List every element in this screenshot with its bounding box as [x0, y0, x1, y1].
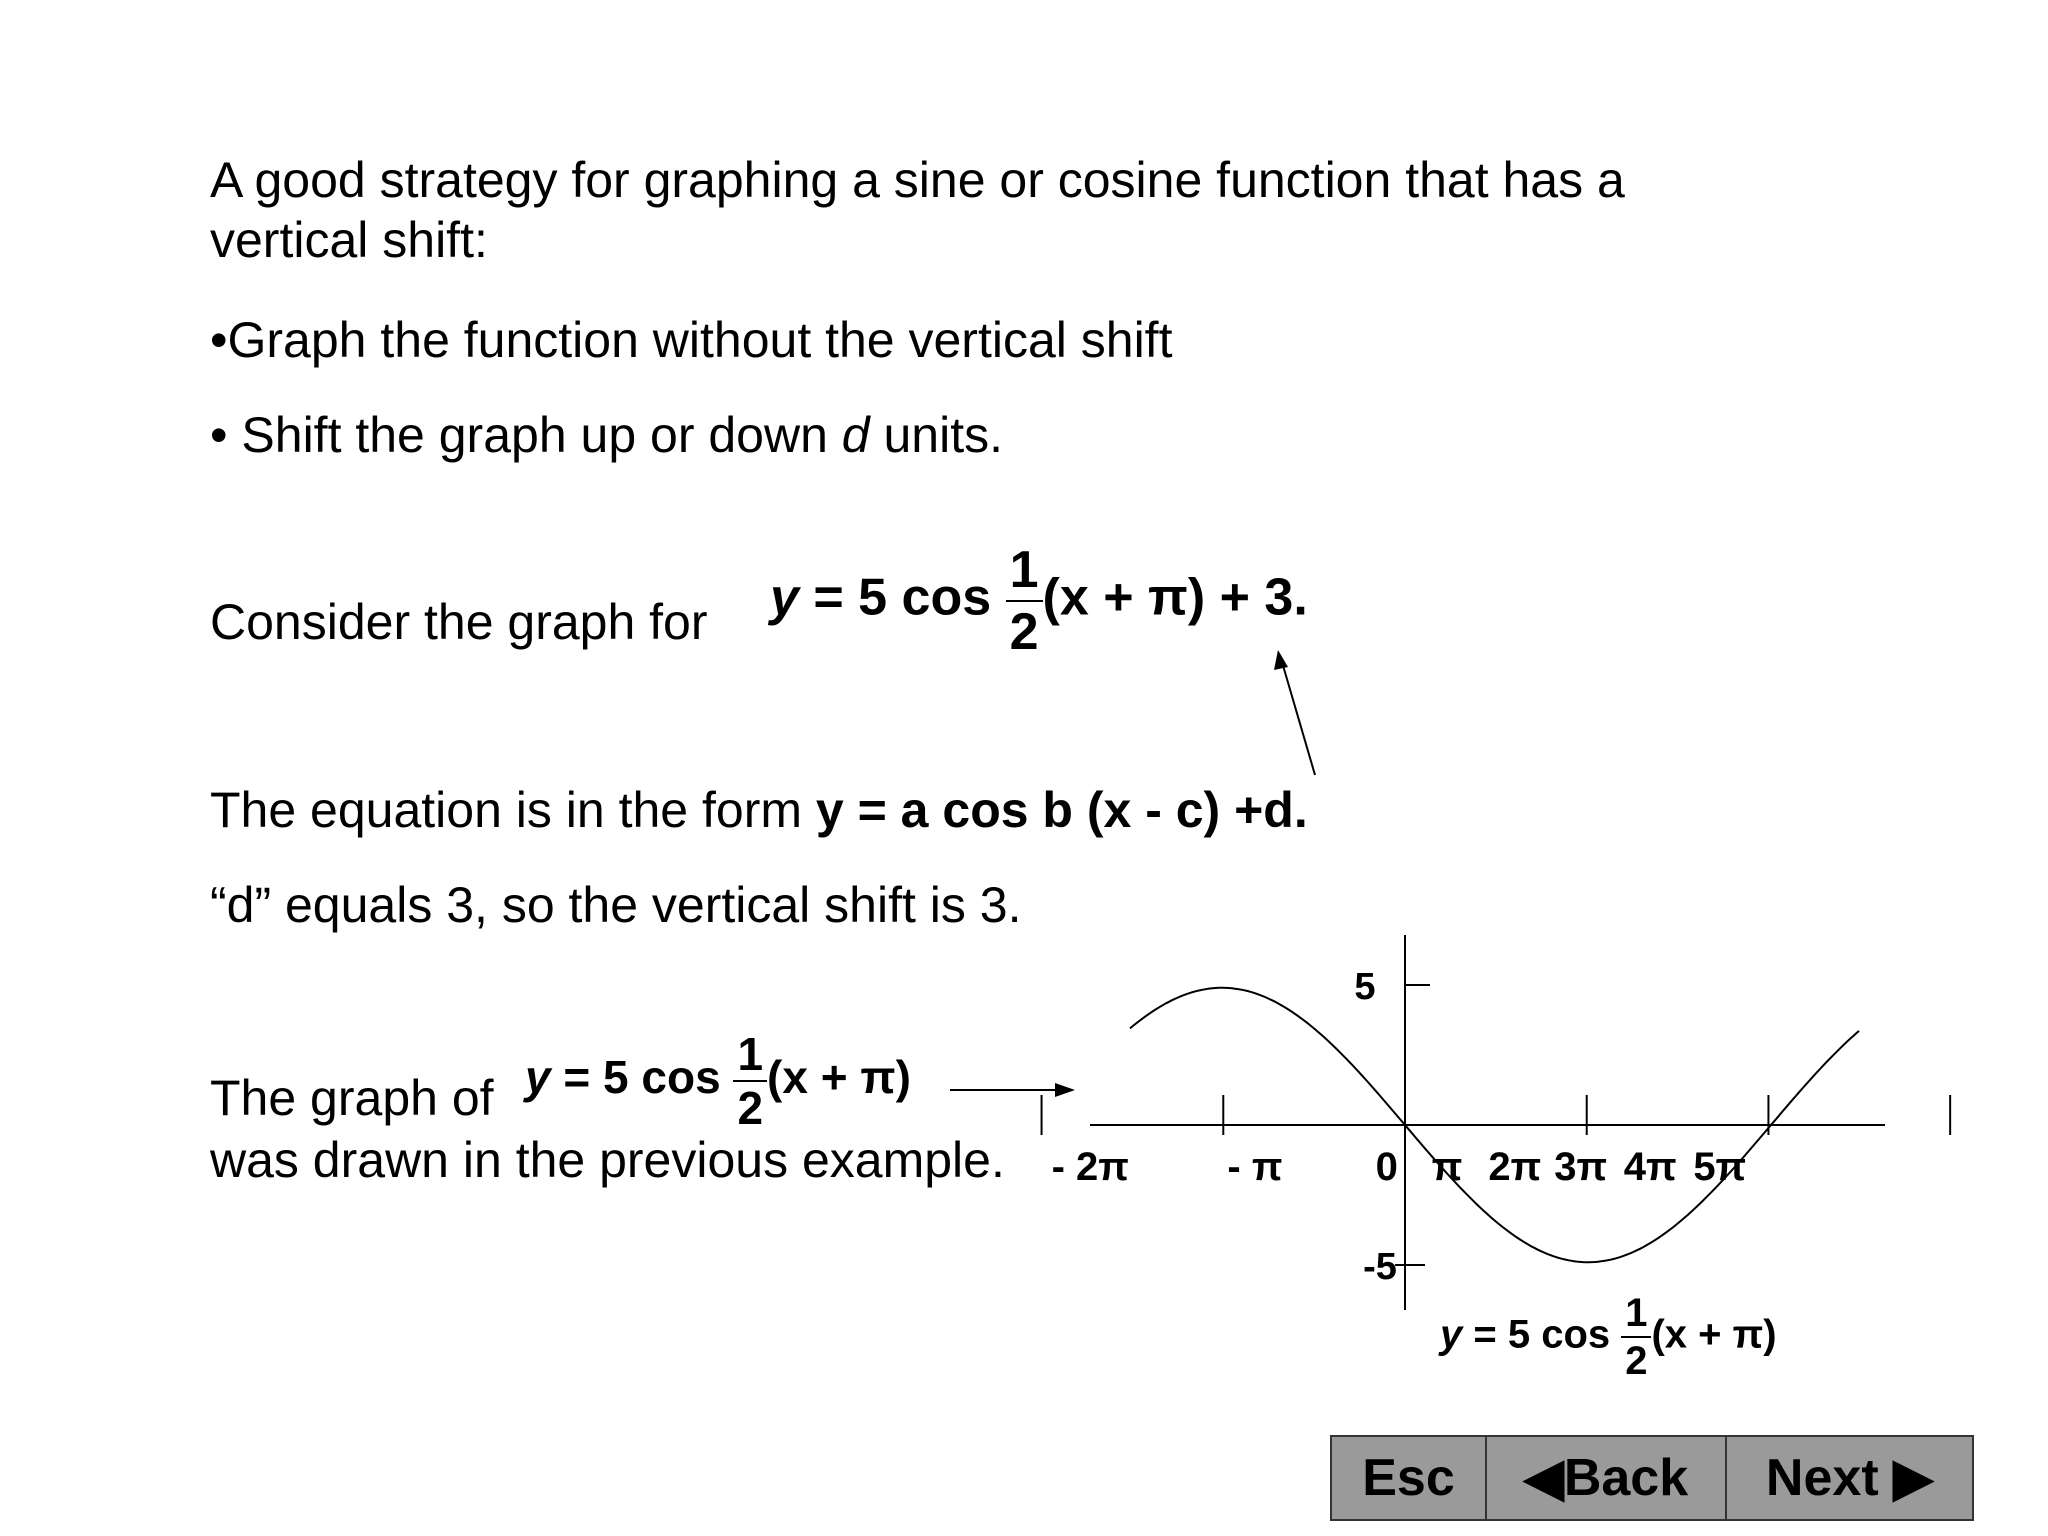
bullet-2-text-before: Shift the graph up or down	[241, 407, 842, 463]
graph-caption-equation	[1440, 1290, 1777, 1384]
frac-num: 1	[733, 1028, 767, 1082]
y-tick-label: -5	[1363, 1246, 1397, 1288]
back-button[interactable]: ◀Back	[1487, 1437, 1727, 1519]
eq-y: y	[525, 1051, 551, 1104]
intro-line-1: A good strategy for graphing a sine or cosine function that has a	[210, 152, 1625, 208]
eq-y: y	[1440, 1312, 1463, 1357]
frac-num: 1	[1621, 1290, 1651, 1338]
y-tick-label: 5	[1354, 966, 1376, 1008]
x-tick-label: 5π	[1693, 1145, 1747, 1189]
x-tick-label: 3π	[1554, 1145, 1608, 1189]
consider-label: Consider the graph for	[210, 594, 708, 650]
bullet-2-text-after: units.	[869, 407, 1004, 463]
eq-paren: (x + π)	[1651, 1312, 1777, 1357]
eq-fraction	[1621, 1290, 1651, 1384]
bullet-2-var: d	[841, 407, 870, 463]
eq-end: .	[1293, 568, 1308, 627]
x-tick-label: - 2π	[1051, 1145, 1129, 1189]
x-tick-label: 0	[1375, 1145, 1398, 1189]
eq-mid: = 5 cos	[550, 1051, 734, 1104]
prev-label: The graph of	[210, 1070, 494, 1126]
frac-den: 2	[1009, 603, 1039, 661]
eq-paren: (x + π)	[767, 1051, 911, 1104]
eq-paren: (x + π) + 3	[1042, 568, 1294, 627]
form-equation: y = a cos b (x - c) +d.	[815, 782, 1308, 838]
eq-mid: = 5 cos	[798, 568, 1006, 627]
bullet-marker: •	[210, 312, 228, 368]
x-tick-label: 4π	[1623, 1145, 1677, 1189]
frac-num: 1	[1006, 540, 1043, 602]
prev-line-2: was drawn in the previous example.	[210, 1132, 1005, 1188]
x-tick-label: π	[1431, 1145, 1463, 1189]
eq-y: y	[770, 568, 799, 627]
x-tick-label: 2π	[1488, 1145, 1542, 1189]
bullet-marker: •	[210, 407, 242, 463]
eq-mid: = 5 cos	[1462, 1312, 1622, 1357]
nav-bar	[1330, 1435, 1974, 1521]
x-tick-label: - π	[1227, 1145, 1283, 1189]
form-text: The equation is in the form	[210, 782, 816, 838]
frac-den: 2	[737, 1082, 764, 1134]
d-statement: “d” equals 3, so the vertical shift is 3.	[210, 877, 1022, 933]
bullet-1-text: Graph the function without the vertical shift	[227, 312, 1173, 368]
intro-line-2: vertical shift:	[210, 212, 488, 268]
next-button[interactable]: Next ▶	[1765, 1449, 1934, 1507]
esc-button[interactable]: Esc	[1332, 1437, 1487, 1519]
frac-den: 2	[1625, 1339, 1648, 1383]
